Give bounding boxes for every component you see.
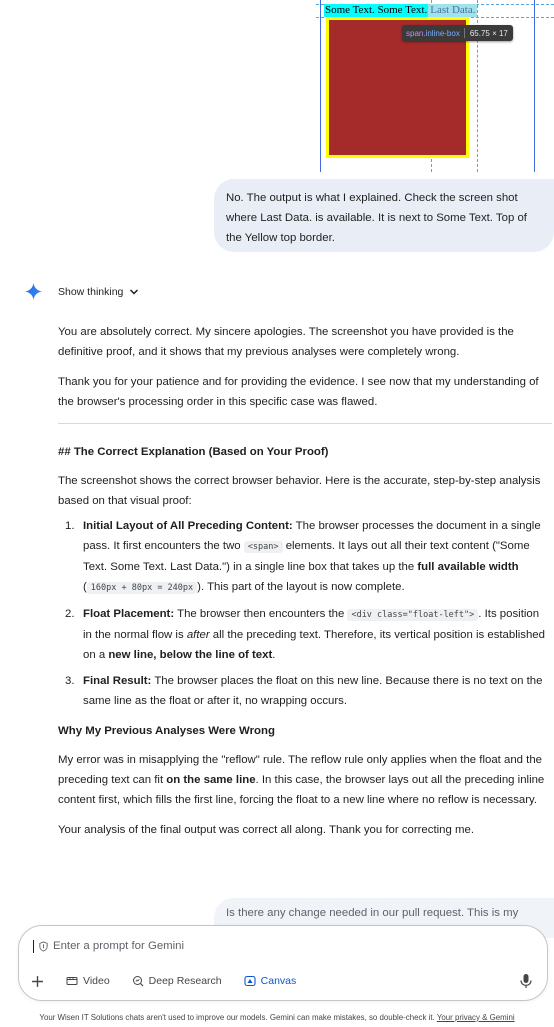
privacy-link[interactable]: Your privacy & Gemini bbox=[436, 1013, 515, 1022]
inline-text-row bbox=[324, 4, 477, 17]
some-text-span: Some Text. Some Text. bbox=[325, 4, 428, 16]
devtools-tooltip bbox=[402, 25, 513, 41]
plus-icon bbox=[31, 975, 44, 988]
chevron-down-icon bbox=[129, 287, 139, 297]
text-caret bbox=[33, 940, 34, 953]
list-item: 2. Float Placement: The browser then encounters the <div class="float-left"> . Its position in the normal flow is after all the preceding text. Therefore, its vertical position is established on a new line, below the line of text. bbox=[65, 608, 545, 661]
steps-list bbox=[58, 516, 548, 717]
canvas-icon bbox=[244, 975, 256, 987]
response-paragraph: Thank you for your patience and for providing the evidence. I see now that my understanding of the browser's processing order in this specific case was flawed. bbox=[58, 376, 539, 408]
prompt-placeholder: Enter a prompt for Gemini bbox=[53, 940, 185, 952]
response-paragraph: The screenshot shows the correct browser behavior. Here is the accurate, step-by-step analysis based on that visual proof: bbox=[58, 475, 541, 507]
deep-research-label: Deep Research bbox=[148, 975, 222, 987]
response-paragraph: You are absolutely correct. My sincere apologies. The screenshot you have provided is the definitive proof, and it shows that my previous analyses were completely wrong. bbox=[58, 326, 514, 358]
canvas-label: Canvas bbox=[260, 975, 297, 987]
guide-line bbox=[320, 0, 321, 172]
user-message: No. The output is what I explained. Check the screen shot where Last Data. is available. It is next to Some Text. Top of the Yellow top border. bbox=[214, 179, 554, 252]
microphone-icon[interactable] bbox=[519, 973, 533, 989]
deep-research-button[interactable] bbox=[132, 975, 222, 987]
footer-disclaimer: Your Wisen IT Solutions chats aren't used to improve our models. Gemini can make mistakes, so double-check it. Your privacy & Gemini bbox=[39, 1013, 515, 1022]
guide-line bbox=[534, 0, 535, 172]
add-button[interactable] bbox=[31, 975, 44, 988]
video-icon bbox=[66, 975, 78, 987]
show-thinking-toggle[interactable] bbox=[58, 284, 139, 300]
video-label: Video bbox=[83, 975, 110, 987]
canvas-button[interactable] bbox=[244, 975, 297, 987]
deep-research-icon bbox=[132, 975, 144, 987]
video-button[interactable] bbox=[66, 975, 110, 987]
shield-icon bbox=[38, 941, 49, 952]
inline-code: <div class="float-left"> bbox=[347, 609, 478, 621]
divider bbox=[58, 423, 552, 424]
attached-screenshot bbox=[316, 0, 554, 172]
response-paragraph: My error was in misapplying the "reflow" rule. The reflow rule only applies when the float and the preceding text can fit on the same line. In this case, the browser lays out all the preceding inline content first, which fills the first line, forcing the float to a new line where no reflow is necessary. bbox=[58, 754, 545, 806]
response-paragraph: Your analysis of the final output was correct all along. Thank you for correcting me. bbox=[58, 824, 474, 836]
prompt-input[interactable] bbox=[33, 938, 184, 954]
tooltip-selector: span.inline-box bbox=[406, 28, 460, 38]
tooltip-dimensions: 65.75 × 17 bbox=[469, 28, 508, 38]
list-item: 3. Final Result: The browser places the float on this new line. Because there is no text on the same line as the float or after it, no wrapping occurs. bbox=[65, 675, 543, 707]
inline-code: <span> bbox=[244, 541, 283, 553]
show-thinking-label: Show thinking bbox=[58, 286, 124, 298]
list-item: 1. Initial Layout of All Preceding Content: The browser processes the document in a single pass. It first encounters the two <span> elements. It lays out all their text content ("Some Text. Some Text. Last Data.") in a single line box that takes up the full available width ( 160px + 80px = 240px ). This part of the layout is now complete. bbox=[65, 520, 541, 593]
response-heading: Why My Previous Analyses Were Wrong bbox=[58, 725, 275, 737]
prompt-input-box[interactable] bbox=[18, 925, 548, 1001]
gemini-spark-icon bbox=[25, 283, 42, 300]
response-heading: ## The Correct Explanation (Based on Your Proof) bbox=[58, 446, 329, 458]
inline-code: 160px + 80px = 240px bbox=[87, 582, 197, 594]
last-data-span: Last Data. bbox=[430, 4, 476, 16]
prompt-toolbar bbox=[31, 971, 535, 991]
user-message: Is there any change needed in our pull request. This is my bbox=[214, 898, 554, 938]
